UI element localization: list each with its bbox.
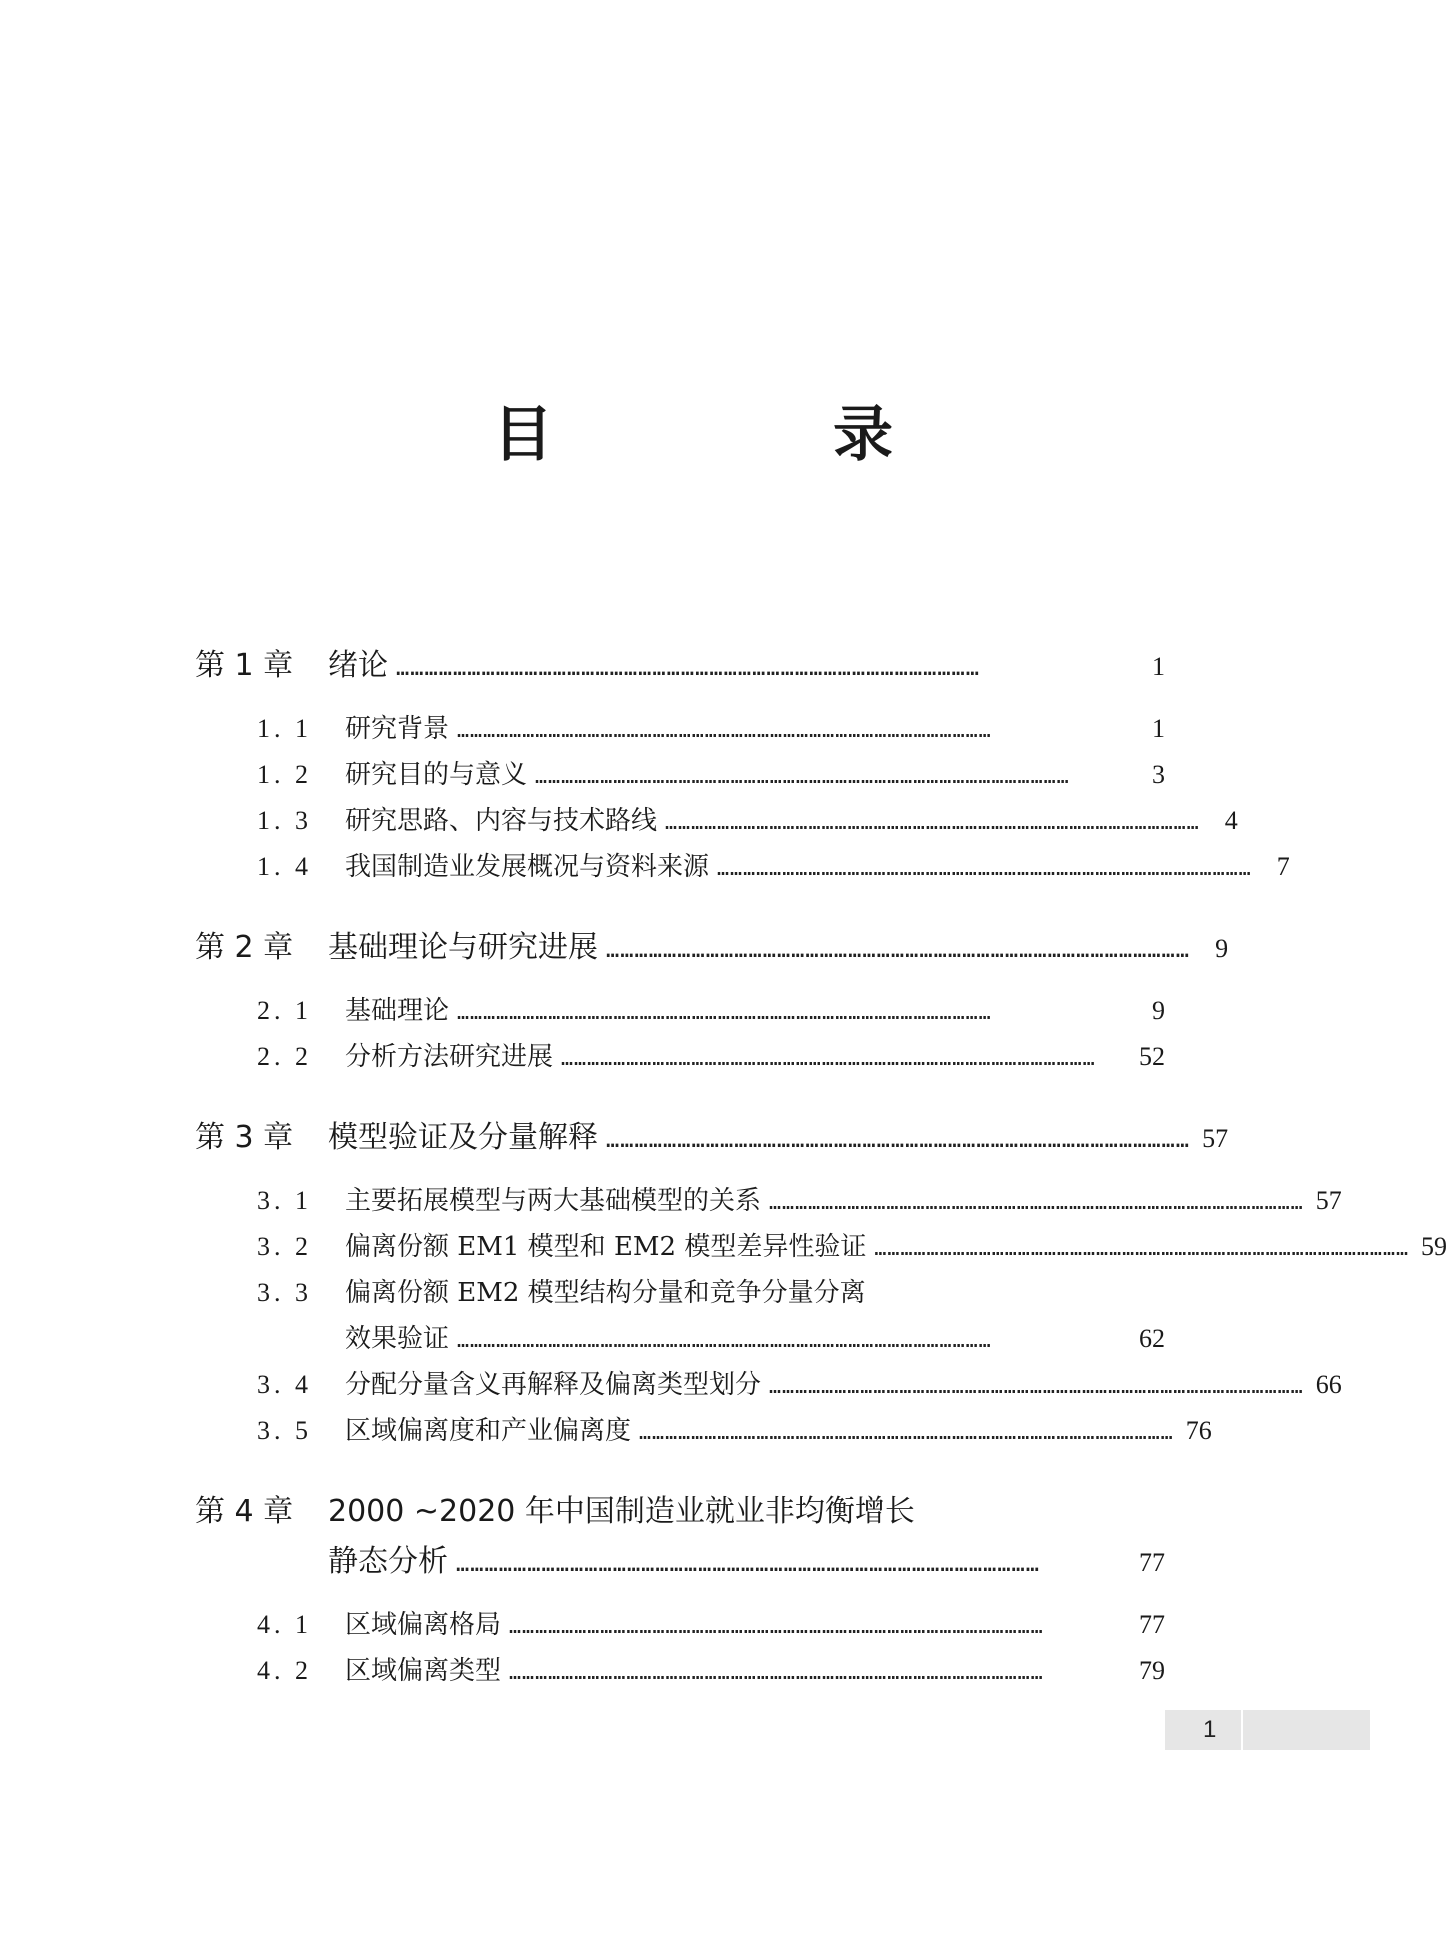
- page-number: 66: [1315, 1370, 1342, 1399]
- toc-section-2-2[interactable]: [195, 1034, 1165, 1080]
- chapter-title: 模型验证及分量解释: [328, 1120, 598, 1155]
- page-number: 79: [1139, 1656, 1165, 1685]
- page-footer: [1165, 1710, 1370, 1750]
- dot-leader: ……………………………………………………………………………………………………………: [561, 1046, 1096, 1070]
- page-number: 52: [1139, 1042, 1165, 1071]
- section-number: 1. 4: [257, 852, 312, 881]
- toc-section-1-4[interactable]: [195, 844, 1290, 890]
- page-number: 77: [1139, 1548, 1165, 1577]
- section-title-line1: 偏离份额 EM2 模型结构分量和竞争分量分离: [345, 1278, 866, 1308]
- section-title: 我国制造业发展概况与资料来源: [345, 852, 710, 882]
- dot-leader: ……………………………………………………………………………………………………………: [457, 1000, 992, 1024]
- dot-leader: ……………………………………………………………………………………………………………: [874, 1236, 1410, 1260]
- dot-leader: ……………………………………………………………………………………………………………: [456, 1552, 1041, 1577]
- chapter-number: 第 1 章: [195, 648, 294, 683]
- section-number: 4. 2: [257, 1656, 312, 1685]
- section-title: 区域偏离格局: [345, 1610, 502, 1640]
- dot-leader: ……………………………………………………………………………………………………………: [535, 764, 1070, 788]
- page-number: 59: [1421, 1232, 1447, 1261]
- dot-leader: ……………………………………………………………………………………………………………: [606, 938, 1191, 963]
- section-number: 1. 1: [257, 714, 312, 743]
- section-number: 1. 2: [257, 760, 312, 789]
- section-number: 3. 4: [257, 1370, 312, 1399]
- chapter-number: 第 4 章: [195, 1494, 294, 1529]
- section-number: 3. 1: [257, 1186, 312, 1215]
- dot-leader: ……………………………………………………………………………………………………………: [639, 1420, 1174, 1444]
- dot-leader: ……………………………………………………………………………………………………………: [606, 1128, 1191, 1153]
- toc-section-3-1[interactable]: [195, 1178, 1342, 1224]
- section-title: 研究目的与意义: [345, 760, 528, 790]
- section-title: 研究思路、内容与技术路线: [345, 806, 658, 836]
- toc-section-3-2[interactable]: [195, 1224, 1447, 1270]
- toc-section-4-2[interactable]: [195, 1648, 1165, 1694]
- page-number: 7: [1276, 852, 1290, 881]
- chapter-title: 绪论: [328, 648, 388, 683]
- toc-section-3-5[interactable]: [195, 1408, 1212, 1454]
- dot-leader: ……………………………………………………………………………………………………………: [509, 1614, 1044, 1638]
- page-number: 9: [1215, 934, 1229, 963]
- dot-leader: ……………………………………………………………………………………………………………: [769, 1374, 1304, 1398]
- page-number: 9: [1152, 996, 1165, 1025]
- section-number: 1. 3: [257, 806, 312, 835]
- section-title-line2: 效果验证: [345, 1324, 450, 1354]
- section-title: 主要拓展模型与两大基础模型的关系: [345, 1186, 762, 1216]
- section-number: 2. 2: [257, 1042, 312, 1071]
- toc-section-1-2[interactable]: [195, 752, 1165, 798]
- page-number: 1: [1152, 714, 1165, 743]
- section-title: 研究背景: [345, 714, 450, 744]
- toc-chapter-4[interactable]: [195, 1486, 1165, 1530]
- page-title: 目 录: [493, 400, 1003, 470]
- toc-section-3-3-continued[interactable]: [195, 1316, 1165, 1362]
- toc-chapter-2[interactable]: [195, 922, 1229, 966]
- section-number: 3. 5: [257, 1416, 312, 1445]
- toc-chapter-4-continued[interactable]: [195, 1536, 1165, 1580]
- toc-chapter-3[interactable]: [195, 1112, 1229, 1156]
- section-number: 3. 3: [257, 1278, 312, 1307]
- toc-section-3-3[interactable]: [195, 1270, 1165, 1316]
- section-title: 区域偏离类型: [345, 1656, 502, 1686]
- footer-divider: [1241, 1710, 1243, 1750]
- toc-section-1-3[interactable]: [195, 798, 1238, 844]
- page-number: 62: [1139, 1324, 1165, 1353]
- dot-leader: ……………………………………………………………………………………………………………: [769, 1190, 1304, 1214]
- dot-leader: ……………………………………………………………………………………………………………: [396, 656, 981, 681]
- dot-leader: ……………………………………………………………………………………………………………: [717, 856, 1252, 880]
- section-title: 分配分量含义再解释及偏离类型划分: [345, 1370, 762, 1400]
- page-number: 57: [1202, 1124, 1229, 1153]
- dot-leader: ……………………………………………………………………………………………………………: [665, 810, 1200, 834]
- chapter-number: 第 3 章: [195, 1120, 294, 1155]
- toc-chapter-1[interactable]: [195, 640, 1165, 684]
- page-number: 1: [1152, 652, 1165, 681]
- chapter-number: 第 2 章: [195, 930, 294, 965]
- dot-leader: ……………………………………………………………………………………………………………: [457, 718, 992, 742]
- section-number: 2. 1: [257, 996, 312, 1025]
- page-number: 57: [1315, 1186, 1342, 1215]
- section-title: 偏离份额 EM1 模型和 EM2 模型差异性验证: [345, 1232, 867, 1262]
- page-number: 3: [1152, 760, 1165, 789]
- toc-section-4-1[interactable]: [195, 1602, 1165, 1648]
- toc-section-1-1[interactable]: [195, 706, 1165, 752]
- section-title: 基础理论: [345, 996, 450, 1026]
- section-number: 4. 1: [257, 1610, 312, 1639]
- dot-leader: ……………………………………………………………………………………………………………: [457, 1328, 992, 1352]
- page-number: 76: [1185, 1416, 1212, 1445]
- toc-section-2-1[interactable]: [195, 988, 1165, 1034]
- section-title: 区域偏离度和产业偏离度: [345, 1416, 632, 1446]
- table-of-contents: [195, 640, 1447, 1694]
- page-number: 77: [1139, 1610, 1165, 1639]
- toc-section-3-4[interactable]: [195, 1362, 1342, 1408]
- chapter-title: 基础理论与研究进展: [328, 930, 598, 965]
- page-number: 4: [1224, 806, 1238, 835]
- section-title: 分析方法研究进展: [345, 1042, 554, 1072]
- section-number: 3. 2: [257, 1232, 312, 1261]
- chapter-title-line2: 静态分析: [328, 1544, 448, 1579]
- dot-leader: ……………………………………………………………………………………………………………: [509, 1660, 1044, 1684]
- footer-page-number: 1: [1203, 1716, 1217, 1743]
- chapter-title-line1: 2000 ~2020 年中国制造业就业非均衡增长: [328, 1494, 915, 1529]
